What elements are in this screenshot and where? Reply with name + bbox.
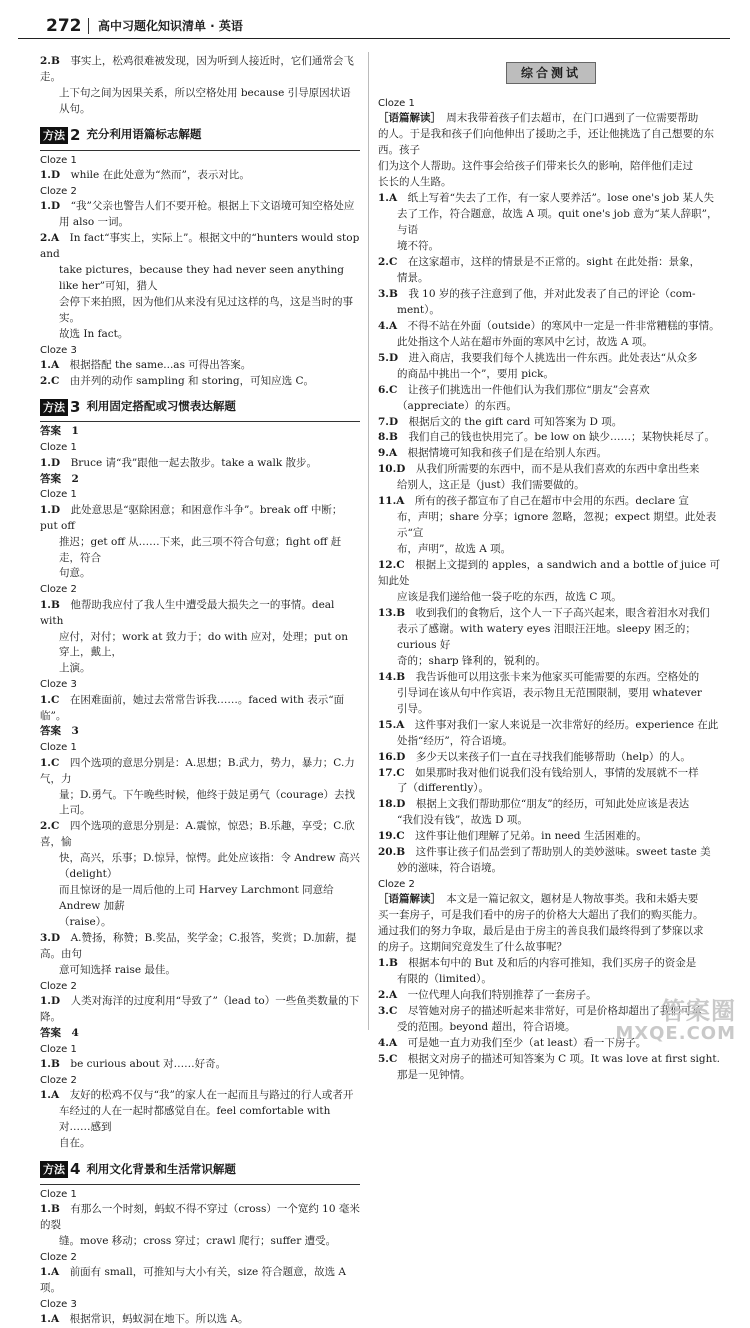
answer-line [40, 54, 360, 86]
answer-key: 2.C [378, 256, 398, 268]
continuation-line: 的人。于是我和孩子们向他伸出了援助之手，还让他挑选了自己想要的东西。孩子 [378, 128, 714, 157]
answer-line [40, 199, 360, 215]
analysis-text: 周末我带着孩子们去超市，在门口遇到了一位需要帮助 [446, 112, 699, 125]
method-tag: 方法 [40, 127, 68, 144]
answer-line [40, 1265, 360, 1297]
analysis-line [378, 111, 724, 127]
answer-text: 有那么一个时刻，蚂蚁不得不穿过（cross）一个宽约 10 毫米的裂 [40, 1203, 360, 1232]
answer-key: 2.A [378, 989, 398, 1002]
continuation-line: 缝。move 移动；cross 穿过；crawl 爬行；suffer 遭受。 [59, 1235, 337, 1248]
answer-text: 事实上，松鸡很难被发现，因为听到人接近时，它们通常会飞走。 [40, 55, 354, 83]
answer-line [378, 558, 724, 590]
cloze-label: Cloze 2 [40, 1075, 77, 1087]
continuation-line: 给别人，这正是（just）我们需要做的。 [397, 479, 585, 492]
method-row [40, 396, 360, 419]
continuation-line: 处指“经历”，符合语境。 [397, 734, 513, 747]
answer-key: 2.C [40, 374, 60, 387]
answer-key: 1.B [40, 598, 60, 611]
page-number: 272 [46, 16, 82, 36]
continuation-line: “我们没有钱”，故选 D 项。 [397, 814, 528, 827]
answer-key: 11.A [378, 495, 405, 508]
answer-text: 根据上文提到的 apples，a sandwich and a bottle of juice 可知此处 [378, 559, 721, 588]
answer-line [378, 430, 724, 446]
answer-text: 我告诉他可以用这张卡来为他家买可能需要的东西。空格处的 [415, 670, 700, 683]
continuation-line: 去了工作，符合题意，故选 A 项。quit one's job 意为“某人辞职”，与语 [397, 208, 718, 237]
answer-key: 1.C [40, 756, 60, 769]
continuation-line: 引导词在该从句中作宾语，表示物且无范围限制，要用 whatever [397, 686, 702, 699]
answer-text: 根据本句中的 But 及和后的内容可推知，我们买房子的资金是 [408, 957, 697, 970]
answer-key: 18.D [378, 798, 406, 811]
cloze-label: Cloze 2 [40, 584, 77, 596]
answer-line [40, 1088, 360, 1104]
continuation-line: 买一套房子，可是我们看中的房子的价格大大超出了我们的购买能力。 [378, 909, 704, 922]
answer-line [378, 462, 724, 478]
continuation-line: 句意。 [59, 567, 91, 580]
continuation-line: 故选 In fact。 [59, 327, 129, 340]
answer-key: 17.C [378, 766, 405, 779]
continuation-line: 意可知选择 raise 最佳。 [59, 963, 176, 976]
continuation-line: 上演。 [59, 662, 91, 675]
answer-group-label: 答案 1 [40, 425, 79, 438]
continuation-line: take pictures，because they had never seen anything like her”可知，猎人 [59, 263, 344, 292]
answer-text: 四个选项的意思分别是：A.思想；B.武力，势力，暴力；C.力气，力 [40, 756, 355, 785]
cloze-label: Cloze 1 [40, 442, 77, 454]
answer-line [378, 845, 724, 861]
answer-line [378, 255, 724, 271]
answer-text: 如果那时我对他们说我们没有钱给别人，事情的发展就不一样 [415, 766, 699, 779]
analysis-label: ［语篇解读］ [378, 112, 436, 125]
method-heading [40, 1158, 360, 1185]
answer-key: 1.D [40, 168, 61, 181]
continuation-line: 快，高兴，乐事；D.惊异，惊愕。此处应该指：令 Andrew 高兴（delight） [59, 852, 360, 881]
answer-key: 6.C [378, 383, 398, 396]
continuation-line: 会停下来拍照，因为他们从来没有见过这样的鸟，这是当时的事实。 [59, 295, 353, 324]
answer-group-label: 答案 3 [40, 725, 79, 738]
answer-text: 四个选项的意思分别是：A.震惊，惊恐；B.乐趣，享受；C.欣喜，愉 [40, 820, 355, 849]
answer-line [378, 797, 724, 813]
continuation-line: 那是一见钟情。 [397, 1068, 471, 1081]
answer-text: 我们自己的钱也快用完了。be low on 缺少……；某物快耗尽了。 [408, 431, 716, 444]
continuation-line: 表示了感谢。with watery eyes 泪眼汪汪地。sleepy 困乏的；curious 好 [397, 622, 696, 651]
method-row [40, 1158, 360, 1181]
right-column-body [378, 96, 724, 1084]
answer-text: 根据常识，蚂蚁洞在地下。所以选 A。 [69, 1313, 249, 1326]
cloze-label: Cloze 3 [40, 1299, 77, 1311]
cloze-label: Cloze 1 [40, 1043, 77, 1055]
continuation-line: 有限的（limited）。 [397, 973, 492, 986]
answer-text: 让孩子们挑选出一件他们认为我们那位“朋友”会喜欢 [407, 383, 650, 396]
continuation-line: 布，声明”，故选 A 项。 [397, 543, 512, 556]
continuation-line: 而且惊讶的是一周后他的上司 Harvey Larchmont 同意给 Andrew 加薪 [59, 884, 334, 913]
answer-key: 20.B [378, 846, 406, 859]
answer-line [40, 693, 360, 725]
header-divider [88, 18, 89, 34]
answer-text: “我”父亲也警告人们不要开枪。根据上下文语境可知空格处应 [70, 199, 355, 212]
answer-line [40, 1312, 360, 1328]
page-header [18, 12, 730, 39]
method-number: 3 [70, 397, 81, 416]
answer-key: 1.D [40, 503, 61, 516]
answer-line [40, 756, 360, 788]
continuation-line: 的房子。这期间究竟发生了什么故事呢？ [378, 941, 567, 954]
continuation-line: 的商品中挑出一个”，要用 pick。 [397, 367, 555, 380]
continuation-line: 了（differently）。 [397, 782, 490, 795]
answer-text: 从我们所需要的东西中，而不是从我们喜欢的东西中拿出些来 [415, 463, 700, 476]
book-title: 高中习题化知识清单 · 英语 [98, 19, 243, 33]
answer-key: 1.B [40, 1058, 60, 1071]
answer-text: 纸上写着“失去了工作，有一家人要养活”。lose one's job 某人失 [407, 192, 715, 205]
answer-line [378, 750, 724, 766]
section-banner: 综合测试 [506, 62, 596, 84]
answer-key: 1.A [378, 192, 398, 205]
answer-line [40, 456, 360, 472]
answer-key: 1.D [40, 456, 61, 469]
answer-key: 1.B [40, 1203, 60, 1216]
cloze-label: Cloze 1 [40, 154, 77, 166]
answer-key: 1.D [40, 995, 61, 1008]
continuation-line: 情景。 [397, 271, 429, 284]
continuation-line: 推迟；get off 从……下来，此三项不符合句意；fight off 赶走，符合 [59, 535, 342, 564]
continuation-line: （raise）。 [59, 916, 112, 929]
answer-group-label: 答案 2 [40, 472, 79, 485]
answer-key: 19.C [378, 830, 405, 843]
cloze-label: Cloze 2 [40, 980, 77, 992]
continuation-line: 境不符。 [397, 240, 439, 253]
answer-text: In fact“事实上，实际上”。根据文中的“hunters would stop and [40, 231, 360, 260]
continuation-line: 妙的滋味，符合语境。 [397, 862, 502, 875]
answer-key: 1.A [40, 1089, 60, 1102]
answer-text: 根据后文的 the gift card 可知答案为 D 项。 [408, 415, 623, 428]
answer-key: 1.D [40, 199, 61, 212]
analysis-line [378, 892, 724, 908]
answer-key: 1.C [40, 693, 60, 706]
answer-line [40, 819, 360, 851]
answer-text: 友好的松鸡不仅与“我”的家人在一起而且与路过的行人或者开 [69, 1089, 354, 1102]
answer-text: 在这家超市，这样的情景是不正常的。sight 在此处指：景象， [407, 256, 701, 268]
right-column [378, 54, 724, 1084]
answer-text: 由并列的动作 sampling 和 storing，可知应选 C。 [69, 374, 315, 387]
watermark-logo [615, 998, 736, 1044]
answer-key: 1.A [40, 358, 60, 371]
watermark-text-1: 答案圈 [661, 996, 736, 1025]
answer-line [378, 494, 724, 510]
answer-text: 前面有 small，可推知与大小有关，size 符合题意，故选 A 项。 [40, 1266, 347, 1295]
answer-line [378, 1052, 724, 1068]
continuation-line: 长长的人生路。 [378, 176, 452, 189]
answer-text: A.赞扬，称赞；B.奖品，奖学金；C.报答，奖赏；D.加薪，提高。由句 [40, 932, 357, 961]
answer-key: 3.B [378, 287, 398, 300]
continuation-line: 受的范围。beyond 超出，符合语境。 [397, 1020, 576, 1033]
cloze-label: Cloze 1 [40, 489, 77, 501]
analysis-label: ［语篇解读］ [378, 893, 436, 906]
continuation-line: 车经过的人在一起时都感觉自在。feel comfortable with 对……感到 [59, 1105, 331, 1134]
answer-text: 我 10 岁的孩子注意到了他，并对此发表了自己的评论（com- [408, 287, 696, 300]
cloze-label: Cloze 1 [40, 742, 77, 754]
answer-key: 5.D [378, 351, 399, 364]
continuation-line: 们为这个人帮助。这件事会给孩子们带来长久的影响，陪伴他们走过 [378, 160, 693, 173]
answer-key: 14.B [378, 670, 406, 683]
method-title: 利用固定搭配或习惯表达解题 [86, 399, 236, 414]
left-column [40, 54, 360, 1328]
answer-text: 人类对海洋的过度利用“导致了”（lead to）一些鱼类数量的下降。 [40, 995, 360, 1024]
continuation-line: ment）。 [397, 303, 440, 316]
continuation-line: （appreciate）的东西。 [397, 399, 517, 412]
answer-key: 16.D [378, 750, 406, 763]
method-title: 利用文化背景和生活常识解题 [86, 1161, 236, 1176]
continuation-line: 自在。 [59, 1137, 91, 1150]
continuation-line: 应付，对付；work at 致力于；do with 应对，处理；put on 穿上，戴上， [59, 630, 349, 659]
answer-key: 3.D [40, 932, 61, 945]
answer-line [40, 231, 360, 263]
answer-text: 根据情境可知我和孩子们是在给别人东西。 [407, 447, 608, 460]
answer-text: 所有的孩子都宣布了自己在超市中会用的东西。declare 宣 [414, 495, 689, 508]
continuation-line: 上下句之间为因果关系，所以空格处用 because 引导原因状语从句。 [59, 86, 351, 115]
method-tag: 方法 [40, 1161, 68, 1178]
answer-text: 这件事让他们理解了兄弟。in need 生活困难的。 [415, 830, 647, 843]
answer-line [378, 606, 724, 622]
method-tag: 方法 [40, 399, 68, 416]
answer-text: 此处意思是“驱除困意；和困意作斗争”。break off 中断；put off [40, 503, 343, 532]
answer-key: 2.A [40, 231, 60, 244]
continuation-line: 应该是我们递给他一袋子吃的东西，故选 C 项。 [397, 591, 622, 604]
answer-text: 根据文对房子的描述可知答案为 C 项。It was love at first sight. [407, 1052, 720, 1065]
answer-key: 4.A [378, 319, 398, 332]
continuation-line: 奇的；sharp 锋利的，锐利的。 [397, 654, 546, 667]
analysis-text: 本文是一篇记叙文，题材是人物故事类。我和未婚夫要 [446, 893, 699, 906]
answer-key: 1.B [378, 957, 398, 970]
answer-line [40, 931, 360, 963]
answer-line [378, 766, 724, 782]
answer-key: 4.A [378, 1036, 398, 1049]
answer-line [40, 598, 360, 630]
answer-text: 尽管她对房子的描述听起来非常好，可是价格却超出了我们可承 [407, 1005, 702, 1018]
answer-line [378, 383, 724, 399]
answer-key: 5.C [378, 1052, 398, 1065]
answer-line [378, 718, 724, 734]
answer-text: 可是她一直力劝我们至少（at least）看一下房子。 [407, 1036, 647, 1049]
answer-key: 12.C [378, 559, 405, 572]
answer-key: 9.A [378, 447, 398, 460]
answer-line [378, 446, 724, 462]
answer-text: 在困难面前，她过去常常告诉我……。faced with 表示“面临”。 [40, 693, 345, 722]
answer-text: 根据搭配 the same...as 可得出答案。 [69, 358, 252, 371]
comprehensive-test-heading [378, 62, 724, 84]
answer-key: 3.C [378, 1005, 398, 1018]
answer-key: 10.D [378, 463, 406, 476]
continuation-line: 布，声明；share 分享；ignore 忽略，忽视；expect 期望。此处表示“宣 [397, 511, 717, 540]
cloze-label: Cloze 2 [40, 1251, 77, 1263]
answer-text: 这件事让孩子们品尝到了帮助别人的美妙滋味。sweet taste 美 [415, 846, 711, 859]
cloze-label: Cloze 3 [40, 344, 77, 356]
answer-text: be curious about 对……好奇。 [70, 1058, 227, 1071]
answer-key: 7.D [378, 415, 399, 428]
answer-text: 不得不站在外面（outside）的寒风中一定是一件非常糟糕的事情。 [407, 319, 720, 332]
continuation-line: 此处指这个人站在超市外面的寒风中乞讨，故选 A 项。 [397, 335, 653, 348]
answer-line [378, 287, 724, 303]
method-number: 4 [70, 1160, 81, 1179]
answer-line [378, 191, 724, 207]
answer-line [40, 994, 360, 1026]
answer-text: while 在此处意为“然而”，表示对比。 [70, 168, 250, 181]
answer-text: Bruce 请“我”跟他一起去散步。take a walk 散步。 [70, 456, 318, 469]
cloze-label: Cloze 2 [378, 879, 415, 891]
column-divider [368, 52, 369, 1030]
continuation-line: 量；D.勇气。下午晚些时候，他终于鼓足勇气（courage）去找上司。 [59, 788, 356, 817]
answer-line [378, 670, 724, 686]
continuation-line: 通过我们的努力争取，最后是由于房主的善良我们最终得到了梦寐以求 [378, 925, 704, 938]
answer-key: 2.B [40, 55, 60, 67]
answer-text: 他帮助我应付了我人生中遭受最大损失之一的事情。deal with [40, 598, 335, 627]
answer-line [378, 415, 724, 431]
answer-line [378, 319, 724, 335]
cloze-label: Cloze 2 [40, 185, 77, 197]
cloze-label: Cloze 1 [378, 98, 415, 110]
answer-line [378, 351, 724, 367]
answer-line [40, 503, 360, 535]
answer-line [40, 358, 360, 374]
continuation-line: 引导。 [397, 702, 429, 715]
answer-key: 13.B [378, 606, 406, 619]
method-number: 2 [70, 125, 81, 144]
answer-line [40, 374, 360, 390]
answer-key: 1.A [40, 1313, 60, 1326]
continuation-line: 用 also 一词。 [59, 215, 130, 228]
answer-line [378, 829, 724, 845]
answer-key: 1.A [40, 1266, 60, 1279]
answer-key: 2.C [40, 820, 60, 833]
answer-line [378, 956, 724, 972]
answer-line [40, 168, 360, 184]
method-heading [40, 124, 360, 151]
cloze-label: Cloze 1 [40, 1188, 77, 1200]
answer-text: 收到我们的食物后，这个人一下子高兴起来，眼含着泪水对我们 [415, 606, 710, 619]
cloze-label: Cloze 3 [40, 679, 77, 691]
answer-text: 多少天以来孩子们一直在寻找我们能够帮助（help）的人。 [415, 750, 691, 763]
answer-text: 一位代理人向我们特别推荐了一套房子。 [407, 989, 597, 1002]
answer-line [40, 1202, 360, 1234]
method-row [40, 124, 360, 147]
watermark-text-2: MXQE.COM [615, 1023, 736, 1045]
answer-text: 这件事对我们一家人来说是一次非常好的经历。experience 在此 [414, 718, 719, 731]
method-title: 充分利用语篇标志解题 [86, 127, 202, 142]
answer-line [40, 1057, 360, 1073]
method-heading [40, 396, 360, 423]
answer-group-label: 答案 4 [40, 1027, 79, 1040]
answer-key: 15.A [378, 718, 405, 731]
answer-key: 8.B [378, 431, 398, 444]
answer-text: 进入商店，我要我们每个人挑选出一件东西。此处表达“从众多 [408, 351, 698, 364]
answer-text: 根据上文我们帮助那位“朋友”的经历，可知此处应该是表达 [415, 798, 690, 811]
